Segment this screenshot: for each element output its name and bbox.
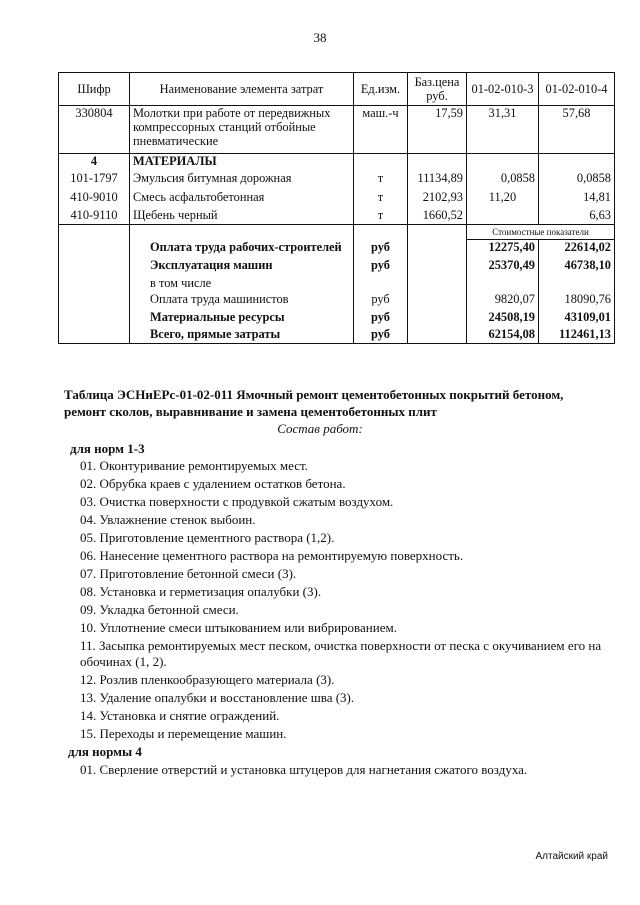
table-row [59,208,615,225]
cell-norm-4: 57,68 [539,106,615,154]
list-item: 14. Установка и снятие ограждений. [80,708,280,723]
summary-norm-4: 43109,01 [539,310,615,327]
list-item: 06. Нанесение цементного раствора на ремонтируемую поверхность. [80,548,464,563]
table-header-row [59,73,615,106]
summary-name: в том числе [130,276,354,292]
section-title: МАТЕРИАЛЫ [130,154,354,171]
cell-price: 1660,52 [408,208,467,225]
summary-row [59,292,615,310]
list-item: 01. Сверление отверстий и установка штуцеров для нагнетания сжатого воздуха. [80,762,528,777]
table-row [59,171,615,190]
works-heading: Состав работ: [277,421,363,436]
summary-unit: руб [354,292,408,310]
cell-code: 101-1797 [59,171,130,190]
header-unit: Ед.изм. [354,73,408,106]
table-row [59,106,615,154]
header-name: Наименование элемента затрат [130,73,354,106]
list-item: 15. Переходы и перемещение машин. [80,726,287,741]
cell-code: 330804 [59,106,130,154]
summary-unit: руб [354,240,408,258]
list-item: 12. Розлив пленкообразующего материала (3). [80,672,335,687]
cell-price: 2102,93 [408,190,467,208]
summary-norm-4: 46738,10 [539,258,615,276]
summary-norm-4: 112461,13 [539,327,615,344]
cell-unit: т [354,208,408,225]
summary-norm-3: 12275,40 [467,240,539,258]
list-item: 01. Оконтуривание ремонтируемых мест. [80,458,308,473]
summary-name: Оплата труда машинистов [130,292,354,310]
summary-row [59,240,615,258]
summary-name: Оплата труда рабочих-строителей [130,240,354,258]
summary-unit: руб [354,310,408,327]
cell-code: 410-9010 [59,190,130,208]
resource-table [58,72,615,344]
section-title-text: Таблица ЭСНиЕРс-01-02-011 Ямочный ремонт цементобетонных покрытий бетоном, ремонт сколов, выравнивание и замена цементобетонных плит [64,387,564,419]
section-number: 4 [59,154,130,171]
cell-price: 11134,89 [408,171,467,190]
cell-norm-3: 0,0858 [467,171,539,190]
list-item: 09. Укладка бетонной смеси. [80,602,239,617]
summary-norm-4: 18090,76 [539,292,615,310]
list-item: 11. Засыпка ремонтируемых мест песком, очистка поверхности от песка с окучиванием его на обочинах (1, 2). [80,638,602,669]
list-item: 10. Уплотнение смеси штыкованием или вибрированием. [80,620,397,635]
cost-indicators-row [59,225,615,240]
cell-price: 17,59 [408,106,467,154]
summary-name: Всего, прямые затраты [130,327,354,344]
list-item: 02. Обрубка краев с удалением остатков бетона. [80,476,346,491]
cell-name: Смесь асфальтобетонная [130,190,354,208]
summary-row [59,276,615,292]
header-norm-3: 01-02-010-3 [467,73,539,106]
cost-indicators-label: Стоимостные показатели [467,225,615,240]
norms-1-3-heading: для норм 1-3 [70,441,145,456]
cell-name: Эмульсия битумная дорожная [130,171,354,190]
footer-region: Алтайский край [535,851,608,862]
cell-norm-3: 11,20 [467,190,539,208]
summary-norm-4: 22614,02 [539,240,615,258]
summary-norm-3: 25370,49 [467,258,539,276]
summary-row [59,258,615,276]
cell-norm-3: 31,31 [467,106,539,154]
table-section-row [59,154,615,171]
norm-4-heading: для нормы 4 [68,744,142,759]
header-norm-4: 01-02-010-4 [539,73,615,106]
cell-norm-4: 14,81 [539,190,615,208]
cell-name: Молотки при работе от передвижных компрессорных станций отбойные пневматические [130,106,354,154]
cell-norm-4: 6,63 [539,208,615,225]
table-row [59,190,615,208]
cell-unit: т [354,171,408,190]
cell-name: Щебень черный [130,208,354,225]
list-item: 04. Увлажнение стенок выбоин. [80,512,256,527]
list-item: 08. Установка и герметизация опалубки (3). [80,584,322,599]
header-price: Баз.цена руб. [408,73,467,106]
summary-row [59,327,615,344]
page-number: 38 [313,30,327,45]
summary-unit: руб [354,258,408,276]
list-item: 03. Очистка поверхности с продувкой сжатым воздухом. [80,494,394,509]
cell-unit: т [354,190,408,208]
summary-unit: руб [354,327,408,344]
summary-row [59,310,615,327]
list-item: 13. Удаление опалубки и восстановление шва (3). [80,690,355,705]
cell-unit: маш.-ч [354,106,408,154]
cell-code: 410-9110 [59,208,130,225]
summary-norm-3: 62154,08 [467,327,539,344]
summary-name: Эксплуатация машин [130,258,354,276]
header-code: Шифр [59,73,130,106]
summary-norm-3: 9820,07 [467,292,539,310]
list-item: 07. Приготовление бетонной смеси (3). [80,566,297,581]
summary-name: Материальные ресурсы [130,310,354,327]
cell-norm-3 [467,208,539,225]
cell-norm-4: 0,0858 [539,171,615,190]
list-item: 05. Приготовление цементного раствора (1,2). [80,530,335,545]
summary-norm-3: 24508,19 [467,310,539,327]
